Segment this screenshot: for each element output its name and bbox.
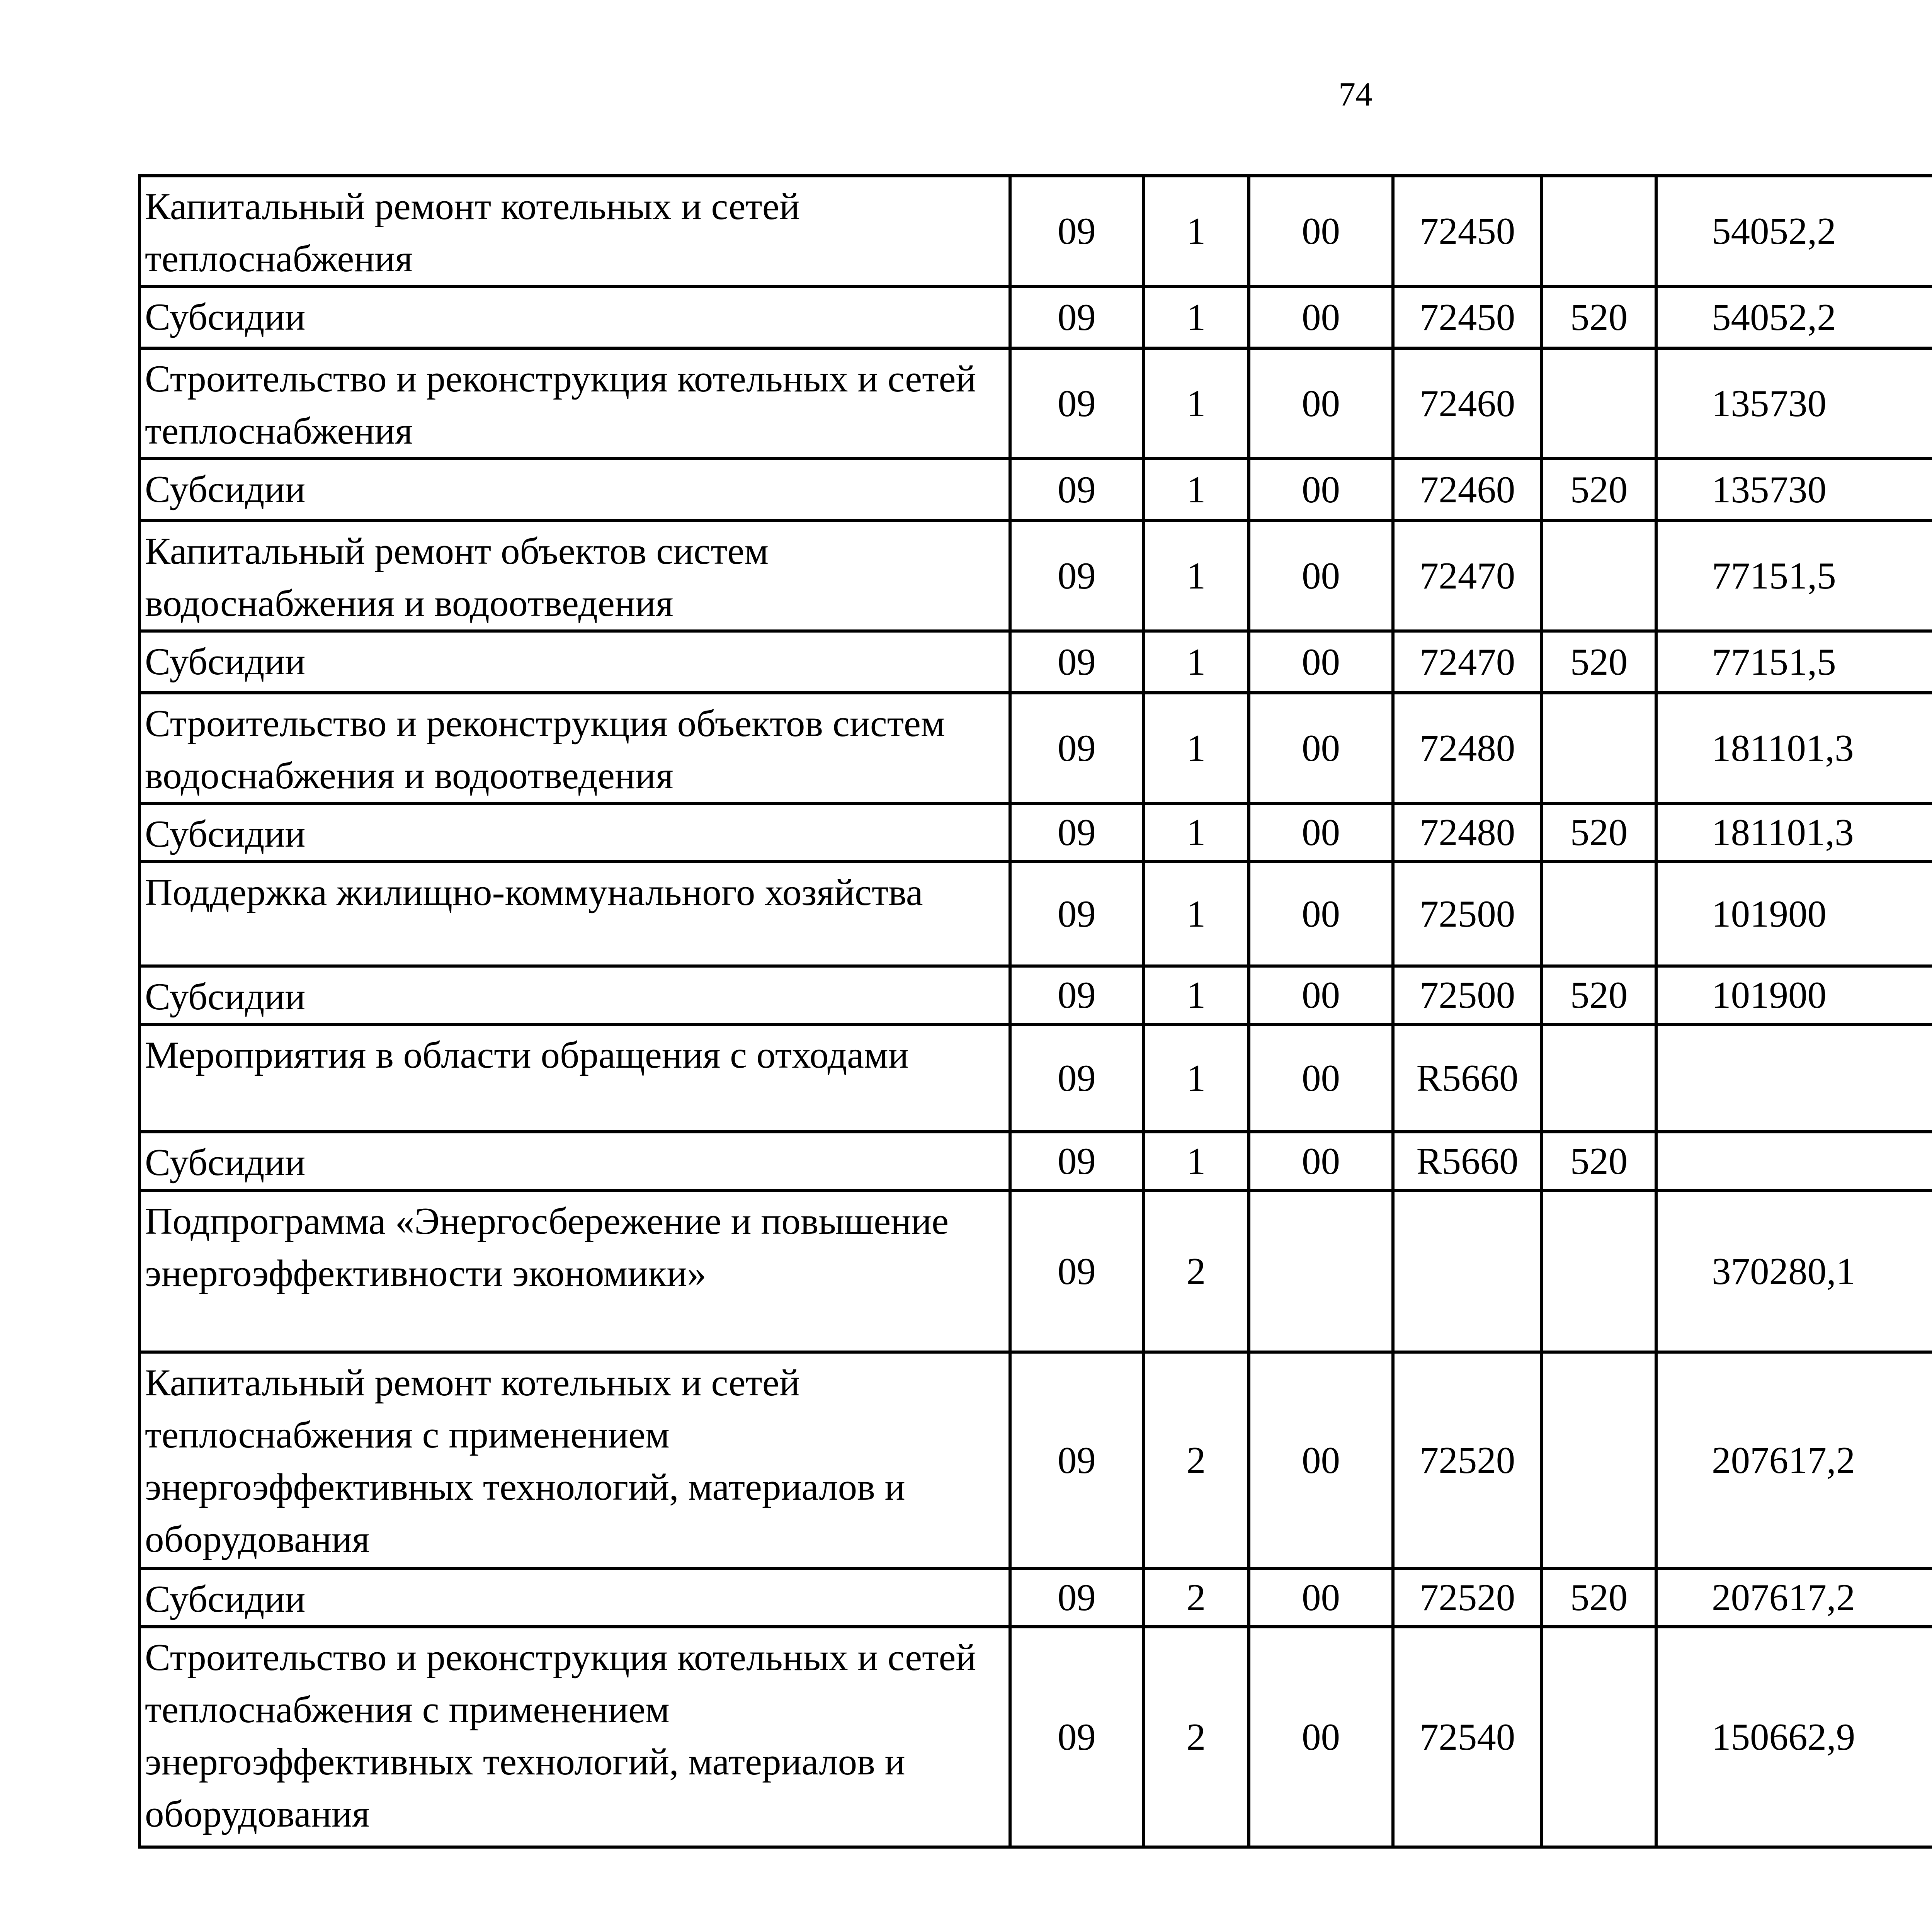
expense-type-cell: 520 (1542, 1568, 1656, 1627)
section-code-cell: 09 (1010, 966, 1143, 1024)
target-article-cell: 72470 (1393, 631, 1542, 693)
target-article-cell: R5660 (1393, 1132, 1542, 1191)
table-row (139, 693, 1932, 803)
subsection-code-cell: 1 (1143, 1132, 1249, 1191)
subsection-code-cell: 1 (1143, 862, 1249, 966)
target-article-cell: 72500 (1393, 966, 1542, 1024)
subsection-code-cell: 1 (1143, 1024, 1249, 1132)
program-code-cell: 00 (1249, 1568, 1393, 1627)
amount-year1-cell: 207617,2 (1656, 1568, 1932, 1627)
row-name-cell: Капитальный ремонт котельных и сетей теплоснабжения с применением энергоэффективных технологий, материалов и оборудования (139, 1352, 1010, 1568)
table-row (139, 520, 1932, 631)
table-row (139, 348, 1932, 459)
subsection-code-cell: 1 (1143, 176, 1249, 286)
row-name-cell: Подпрограмма «Энергосбережение и повышение энергоэффективности экономики» (139, 1191, 1010, 1352)
table-row (139, 286, 1932, 348)
amount-year1-cell: 54052,2 (1656, 176, 1932, 286)
section-code-cell: 09 (1010, 348, 1143, 459)
program-code-cell (1249, 1191, 1393, 1352)
table-row (139, 459, 1932, 520)
program-code-cell: 00 (1249, 348, 1393, 459)
subsection-code-cell: 1 (1143, 286, 1249, 348)
section-code-cell: 09 (1010, 459, 1143, 520)
target-article-cell: 72480 (1393, 693, 1542, 803)
row-name-cell: Субсидии (139, 459, 1010, 520)
amount-year1-cell: 135730 (1656, 348, 1932, 459)
amount-year1-cell: 77151,5 (1656, 520, 1932, 631)
expense-type-cell: 520 (1542, 803, 1656, 862)
amount-year1-cell: 135730 (1656, 459, 1932, 520)
section-code-cell: 09 (1010, 1627, 1143, 1847)
expense-type-cell (1542, 693, 1656, 803)
section-code-cell: 09 (1010, 693, 1143, 803)
amount-year1-cell: 150662,9 (1656, 1627, 1932, 1847)
target-article-cell: 72520 (1393, 1352, 1542, 1568)
row-name-cell: Капитальный ремонт котельных и сетей теплоснабжения (139, 176, 1010, 286)
amount-year1-cell: 181101,3 (1656, 693, 1932, 803)
section-code-cell: 09 (1010, 862, 1143, 966)
row-name-cell: Субсидии (139, 631, 1010, 693)
expense-type-cell: 520 (1542, 966, 1656, 1024)
section-code-cell: 09 (1010, 1191, 1143, 1352)
expense-type-cell: 520 (1542, 631, 1656, 693)
expense-type-cell (1542, 176, 1656, 286)
row-name-cell: Поддержка жилищно-коммунального хозяйства (139, 862, 1010, 966)
page-number: 74 (1338, 76, 1372, 113)
program-code-cell: 00 (1249, 803, 1393, 862)
table-row (139, 1191, 1932, 1352)
subsection-code-cell: 1 (1143, 966, 1249, 1024)
section-code-cell: 09 (1010, 1132, 1143, 1191)
target-article-cell: 72540 (1393, 1627, 1542, 1847)
program-code-cell: 00 (1249, 1352, 1393, 1568)
target-article-cell: 72500 (1393, 862, 1542, 966)
expense-type-cell (1542, 862, 1656, 966)
table-row (139, 966, 1932, 1024)
expense-type-cell (1542, 1352, 1656, 1568)
program-code-cell: 00 (1249, 862, 1393, 966)
target-article-cell: 72460 (1393, 459, 1542, 520)
table-row (139, 631, 1932, 693)
row-name-cell: Мероприятия в области обращения с отходами (139, 1024, 1010, 1132)
program-code-cell: 00 (1249, 1132, 1393, 1191)
expense-type-cell (1542, 1627, 1656, 1847)
amount-year1-cell: 54052,2 (1656, 286, 1932, 348)
subsection-code-cell: 1 (1143, 803, 1249, 862)
expense-type-cell (1542, 1024, 1656, 1132)
table-row (139, 803, 1932, 862)
row-name-cell: Субсидии (139, 1132, 1010, 1191)
program-code-cell: 00 (1249, 459, 1393, 520)
table-row (139, 1568, 1932, 1627)
row-name-cell: Субсидии (139, 1568, 1010, 1627)
row-name-cell: Субсидии (139, 286, 1010, 348)
section-code-cell: 09 (1010, 1568, 1143, 1627)
amount-year1-cell: 207617,2 (1656, 1352, 1932, 1568)
section-code-cell: 09 (1010, 520, 1143, 631)
subsection-code-cell: 1 (1143, 348, 1249, 459)
target-article-cell: R5660 (1393, 1024, 1542, 1132)
subsection-code-cell: 2 (1143, 1352, 1249, 1568)
target-article-cell: 72520 (1393, 1568, 1542, 1627)
row-name-cell: Субсидии (139, 803, 1010, 862)
target-article-cell: 72480 (1393, 803, 1542, 862)
row-name-cell: Строительство и реконструкция котельных и сетей теплоснабжения (139, 348, 1010, 459)
table-row (139, 1132, 1932, 1191)
target-article-cell: 72450 (1393, 286, 1542, 348)
table-row (139, 862, 1932, 966)
program-code-cell: 00 (1249, 176, 1393, 286)
table-row (139, 1024, 1932, 1132)
amount-year1-cell (1656, 1024, 1932, 1132)
amount-year1-cell: 101900 (1656, 966, 1932, 1024)
expense-type-cell: 520 (1542, 1132, 1656, 1191)
program-code-cell: 00 (1249, 520, 1393, 631)
table-row (139, 1627, 1932, 1847)
expense-type-cell: 520 (1542, 286, 1656, 348)
amount-year1-cell: 77151,5 (1656, 631, 1932, 693)
row-name-cell: Строительство и реконструкция котельных и сетей теплоснабжения с применением энергоэффективных технологий, материалов и оборудования (139, 1627, 1010, 1847)
section-code-cell: 09 (1010, 803, 1143, 862)
target-article-cell: 72470 (1393, 520, 1542, 631)
program-code-cell: 00 (1249, 966, 1393, 1024)
program-code-cell: 00 (1249, 286, 1393, 348)
subsection-code-cell: 2 (1143, 1191, 1249, 1352)
program-code-cell: 00 (1249, 1627, 1393, 1847)
row-name-cell: Строительство и реконструкция объектов систем водоснабжения и водоотведения (139, 693, 1010, 803)
expense-type-cell (1542, 1191, 1656, 1352)
amount-year1-cell: 101900 (1656, 862, 1932, 966)
expense-type-cell (1542, 520, 1656, 631)
program-code-cell: 00 (1249, 1024, 1393, 1132)
section-code-cell: 09 (1010, 631, 1143, 693)
section-code-cell: 09 (1010, 286, 1143, 348)
row-name-cell: Субсидии (139, 966, 1010, 1024)
subsection-code-cell: 1 (1143, 459, 1249, 520)
target-article-cell (1393, 1191, 1542, 1352)
budget-table (138, 174, 1932, 1849)
section-code-cell: 09 (1010, 1024, 1143, 1132)
expense-type-cell: 520 (1542, 459, 1656, 520)
program-code-cell: 00 (1249, 693, 1393, 803)
amount-year1-cell: 370280,1 (1656, 1191, 1932, 1352)
section-code-cell: 09 (1010, 176, 1143, 286)
subsection-code-cell: 1 (1143, 631, 1249, 693)
subsection-code-cell: 2 (1143, 1627, 1249, 1847)
program-code-cell: 00 (1249, 631, 1393, 693)
amount-year1-cell (1656, 1132, 1932, 1191)
subsection-code-cell: 1 (1143, 520, 1249, 631)
subsection-code-cell: 2 (1143, 1568, 1249, 1627)
subsection-code-cell: 1 (1143, 693, 1249, 803)
target-article-cell: 72460 (1393, 348, 1542, 459)
expense-type-cell (1542, 348, 1656, 459)
table-row (139, 176, 1932, 286)
row-name-cell: Капитальный ремонт объектов систем водоснабжения и водоотведения (139, 520, 1010, 631)
amount-year1-cell: 181101,3 (1656, 803, 1932, 862)
section-code-cell: 09 (1010, 1352, 1143, 1568)
target-article-cell: 72450 (1393, 176, 1542, 286)
budget-table-body (139, 176, 1932, 1847)
table-row (139, 1352, 1932, 1568)
